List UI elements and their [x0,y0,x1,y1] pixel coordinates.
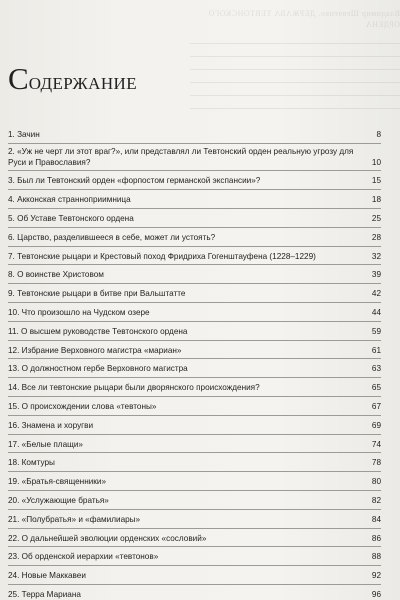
title-rest: ОДЕРЖАНИЕ [28,74,138,93]
toc-entry[interactable] [8,547,381,566]
bleed-through-row [190,59,400,70]
toc-entry-title: 9. Тевтонские рыцари в битве при Вальштатте [8,289,186,299]
title-initial: С [8,61,29,96]
toc-entry-page-number: 74 [371,439,381,449]
toc-entry-page-number: 32 [371,251,381,261]
bleed-through-row [190,72,400,83]
toc-entry-title: 14. Все ли тевтонские рыцари были дворянского происхождения? [8,383,260,393]
bleed-through-row [190,33,400,44]
toc-entry-title: 21. «Полубратья» и «фамилиары» [8,514,141,524]
toc-entry-page-number: 10 [371,157,381,167]
toc-entry[interactable] [8,359,381,378]
toc-entry-title: 17. «Белые плащи» [8,439,83,449]
toc-entry-page-number: 25 [371,213,381,223]
toc-entry-page-number: 8 [376,130,381,139]
toc-entry-title: 22. О дальнейшей эволюции орденских «сословий» [8,533,207,543]
toc-entry-page-number: 61 [371,345,381,355]
toc-entry-page-number: 65 [371,383,381,393]
toc-entry-title: 25. Терра Мариана [8,589,81,599]
toc-entry[interactable] [8,453,381,472]
toc-entry-page-number: 84 [371,514,381,524]
toc-entry[interactable] [8,416,381,435]
toc-entry-page-number: 69 [371,420,381,430]
toc-entry[interactable] [8,284,381,303]
toc-entry-page-number: 78 [371,458,381,468]
toc-entry-title: 7. Тевтонские рыцари и Крестовый поход Фридриха Гогенштауфена (1228–1229) [8,251,316,261]
toc-entry-title: 23. Об орденской иерархии «тевтонов» [8,552,159,562]
bleed-through-row [190,46,400,57]
bleed-through-row [190,98,400,109]
toc-entry-page-number: 28 [371,232,381,242]
table-of-contents [8,125,381,600]
toc-entry-title: 20. «Услужающие братья» [8,495,109,505]
toc-entry[interactable] [8,190,381,209]
toc-entry-title: 19. «Братья-священники» [8,477,106,487]
toc-entry[interactable] [8,322,381,341]
toc-entry[interactable] [8,472,381,491]
toc-entry[interactable] [8,228,381,247]
toc-entry-page-number: 92 [371,571,381,581]
toc-entry-page-number: 59 [371,326,381,336]
toc-entry-title: 18. Комтуры [8,458,55,468]
toc-entry[interactable] [8,125,381,144]
toc-entry-title: 2. «Уж не черт ли этот враг?», или представлял ли Тевтонский орден реальную угрозу для Руси и Православия? [8,146,354,167]
toc-entry-title: 10. Что произошло на Чудском озере [8,307,150,317]
toc-entry-title: 4. Акконская странноприимница [8,195,131,205]
toc-entry[interactable] [8,144,381,172]
toc-entry-page-number: 82 [371,495,381,505]
toc-entry[interactable] [8,529,381,548]
toc-entry-page-number: 86 [371,533,381,543]
page-title [8,62,137,94]
toc-entry-title: 6. Царство, разделившееся в себе, может ли устоять? [8,232,216,242]
toc-entry-title: 24. Новые Маккавеи [8,571,86,581]
toc-entry-page-number: 15 [371,176,381,186]
toc-entry-page-number: 39 [371,270,381,280]
toc-entry-title: 15. О происхождении слова «тевтоны» [8,401,157,411]
toc-entry[interactable] [8,510,381,529]
bleed-through-text [190,8,400,118]
toc-entry[interactable] [8,491,381,510]
toc-entry-page-number: 96 [371,589,381,599]
bleed-through-row [190,111,400,118]
toc-entry[interactable] [8,566,381,585]
toc-entry-page-number: 80 [371,477,381,487]
toc-entry[interactable] [8,171,381,190]
toc-entry-title: 13. О должностном гербе Верховного магистра [8,364,188,374]
toc-entry-title: 8. О воинстве Христовом [8,270,104,280]
toc-entry[interactable] [8,341,381,360]
toc-entry-page-number: 42 [371,289,381,299]
toc-entry-title: 16. Знамена и хоругви [8,420,94,430]
toc-entry-page-number: 63 [371,364,381,374]
toc-entry-title: 12. Избрание Верховного магистра «мариан» [8,345,182,355]
toc-entry-page-number: 44 [371,307,381,317]
bleed-through-header: Владимир Шевченко. ДЕРЖАВА ТЕВТОНСКОГО ОРДЕНА [208,9,400,29]
toc-entry-page-number: 67 [371,401,381,411]
toc-entry-title: 1. Зачин [8,130,40,139]
toc-entry-title: 3. Был ли Тевтонский орден «форпостом германской экспансии»? [8,176,261,186]
toc-entry[interactable] [8,585,381,600]
toc-entry[interactable] [8,209,381,228]
toc-entry[interactable] [8,435,381,454]
toc-entry[interactable] [8,303,381,322]
bleed-through-row [190,85,400,96]
toc-entry[interactable] [8,265,381,284]
toc-entry[interactable] [8,247,381,266]
toc-entry[interactable] [8,397,381,416]
toc-entry[interactable] [8,378,381,397]
toc-entry-title: 11. О высшем руководстве Тевтонского ордена [8,326,188,336]
toc-entry-page-number: 18 [371,195,381,205]
toc-entry-page-number: 88 [371,552,381,562]
toc-entry-title: 5. Об Уставе Тевтонского ордена [8,213,134,223]
